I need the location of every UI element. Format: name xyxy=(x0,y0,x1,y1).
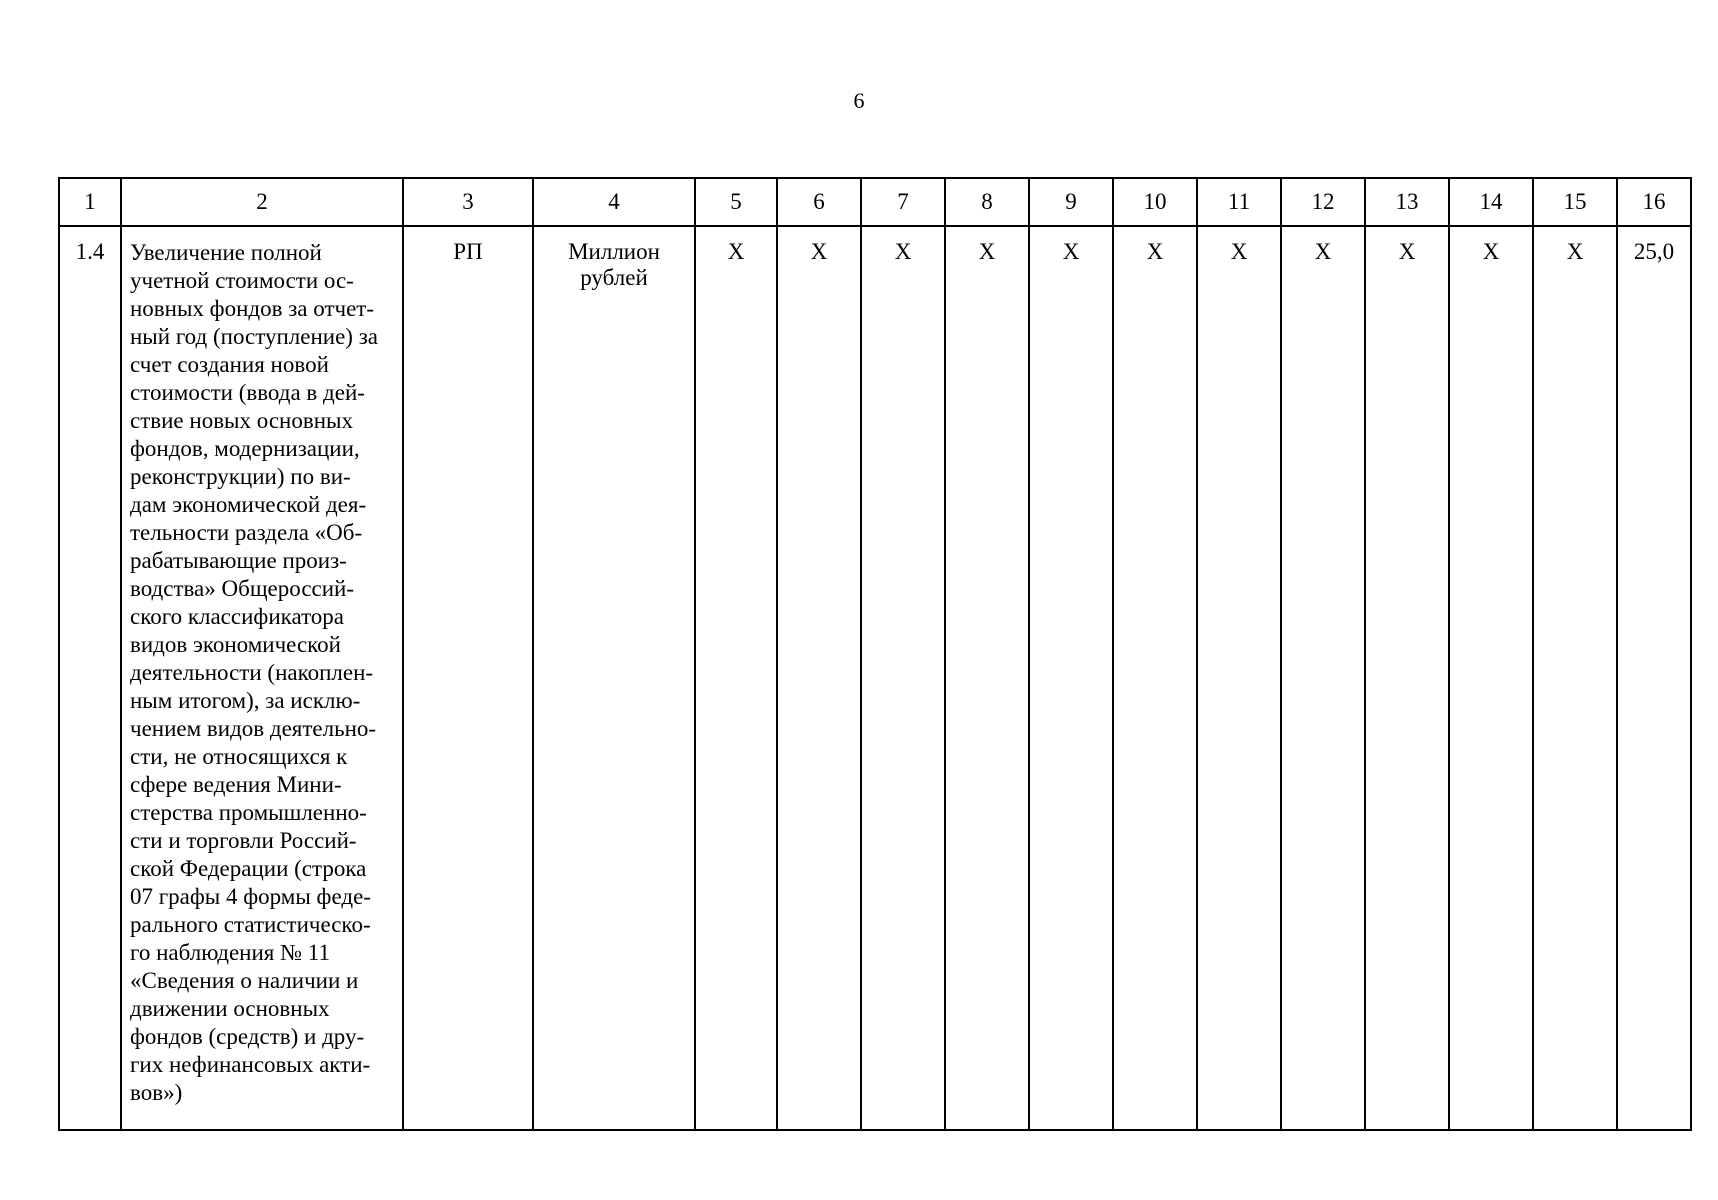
description-line: ный год (поступление) за xyxy=(130,324,378,349)
description-line: го наблюдения № 11 xyxy=(130,940,330,965)
value-cell: X xyxy=(945,226,1029,1130)
description-line: ствие новых основных xyxy=(130,408,353,433)
value-cell: X xyxy=(1281,226,1365,1130)
indicator-description xyxy=(121,226,403,1130)
description-line: дам экономической дея- xyxy=(130,492,367,517)
description-line: тельности раздела «Об- xyxy=(130,520,363,545)
column-header: 4 xyxy=(533,178,695,226)
description-line: деятельности (накоплен- xyxy=(130,660,374,685)
unit-line: Миллион xyxy=(568,239,660,264)
description-line: 07 графы 4 формы феде- xyxy=(130,884,371,909)
column-header: 9 xyxy=(1029,178,1113,226)
value-cell: X xyxy=(1365,226,1449,1130)
value-cell: X xyxy=(861,226,945,1130)
column-header: 5 xyxy=(695,178,777,226)
description-line: ным итогом), за исклю- xyxy=(130,688,361,713)
description-line: сти и торговли Россий- xyxy=(130,828,357,853)
page-number: 6 xyxy=(853,88,865,113)
description-line: стерства промышленно- xyxy=(130,800,367,825)
table-row xyxy=(59,226,1691,1130)
description-line: движении основных xyxy=(130,996,330,1021)
description-line: фондов, модернизации, xyxy=(130,436,360,461)
description-line: «Сведения о наличии и xyxy=(130,968,359,993)
unit-line: рублей xyxy=(580,265,648,290)
description-line: рабатывающие произ- xyxy=(130,548,347,573)
value-cell: X xyxy=(777,226,861,1130)
description-line: ского классификатора xyxy=(130,604,345,629)
description-line: Увеличение полной xyxy=(130,240,322,265)
description-line: учетной стоимости ос- xyxy=(130,268,354,293)
description-line: сфере ведения Мини- xyxy=(130,772,342,797)
description-line: фондов (средств) и дру- xyxy=(130,1024,365,1049)
column-header: 3 xyxy=(403,178,533,226)
description-line: счет создания новой xyxy=(130,352,329,377)
column-header: 13 xyxy=(1365,178,1449,226)
header-row xyxy=(59,178,1691,226)
value-cell: X xyxy=(1449,226,1533,1130)
column-header: 10 xyxy=(1113,178,1197,226)
description-line: водства» Общероссий- xyxy=(130,576,355,601)
description-line: чением видов деятельно- xyxy=(130,716,377,741)
column-header: 6 xyxy=(777,178,861,226)
value-cell: X xyxy=(1029,226,1113,1130)
indicator-table xyxy=(58,177,1692,1131)
column-header: 12 xyxy=(1281,178,1365,226)
unit-of-measure xyxy=(533,226,695,1130)
value-cell: X xyxy=(1197,226,1281,1130)
value-cell: 25,0 xyxy=(1617,226,1691,1130)
description-line: видов экономической xyxy=(130,632,341,657)
description-line: сти, не относящихся к xyxy=(130,744,348,769)
source-code: РП xyxy=(403,226,533,1130)
description-line: стоимости (ввода в дей- xyxy=(130,380,365,405)
column-header: 15 xyxy=(1533,178,1617,226)
description-line: гих нефинансовых акти- xyxy=(130,1052,371,1077)
description-line: реконструкции) по ви- xyxy=(130,464,351,489)
description-line: новных фондов за отчет- xyxy=(130,296,374,321)
column-header: 14 xyxy=(1449,178,1533,226)
column-header: 2 xyxy=(121,178,403,226)
column-header: 1 xyxy=(59,178,121,226)
value-cell: X xyxy=(695,226,777,1130)
row-index: 1.4 xyxy=(59,226,121,1130)
description-line: ской Федерации (строка xyxy=(130,856,367,881)
description-line: рального статистическо- xyxy=(130,912,371,937)
column-header: 8 xyxy=(945,178,1029,226)
value-cell: X xyxy=(1533,226,1617,1130)
value-cell: X xyxy=(1113,226,1197,1130)
column-header: 11 xyxy=(1197,178,1281,226)
description-line: вов») xyxy=(130,1080,183,1105)
column-header: 7 xyxy=(861,178,945,226)
column-header: 16 xyxy=(1617,178,1691,226)
